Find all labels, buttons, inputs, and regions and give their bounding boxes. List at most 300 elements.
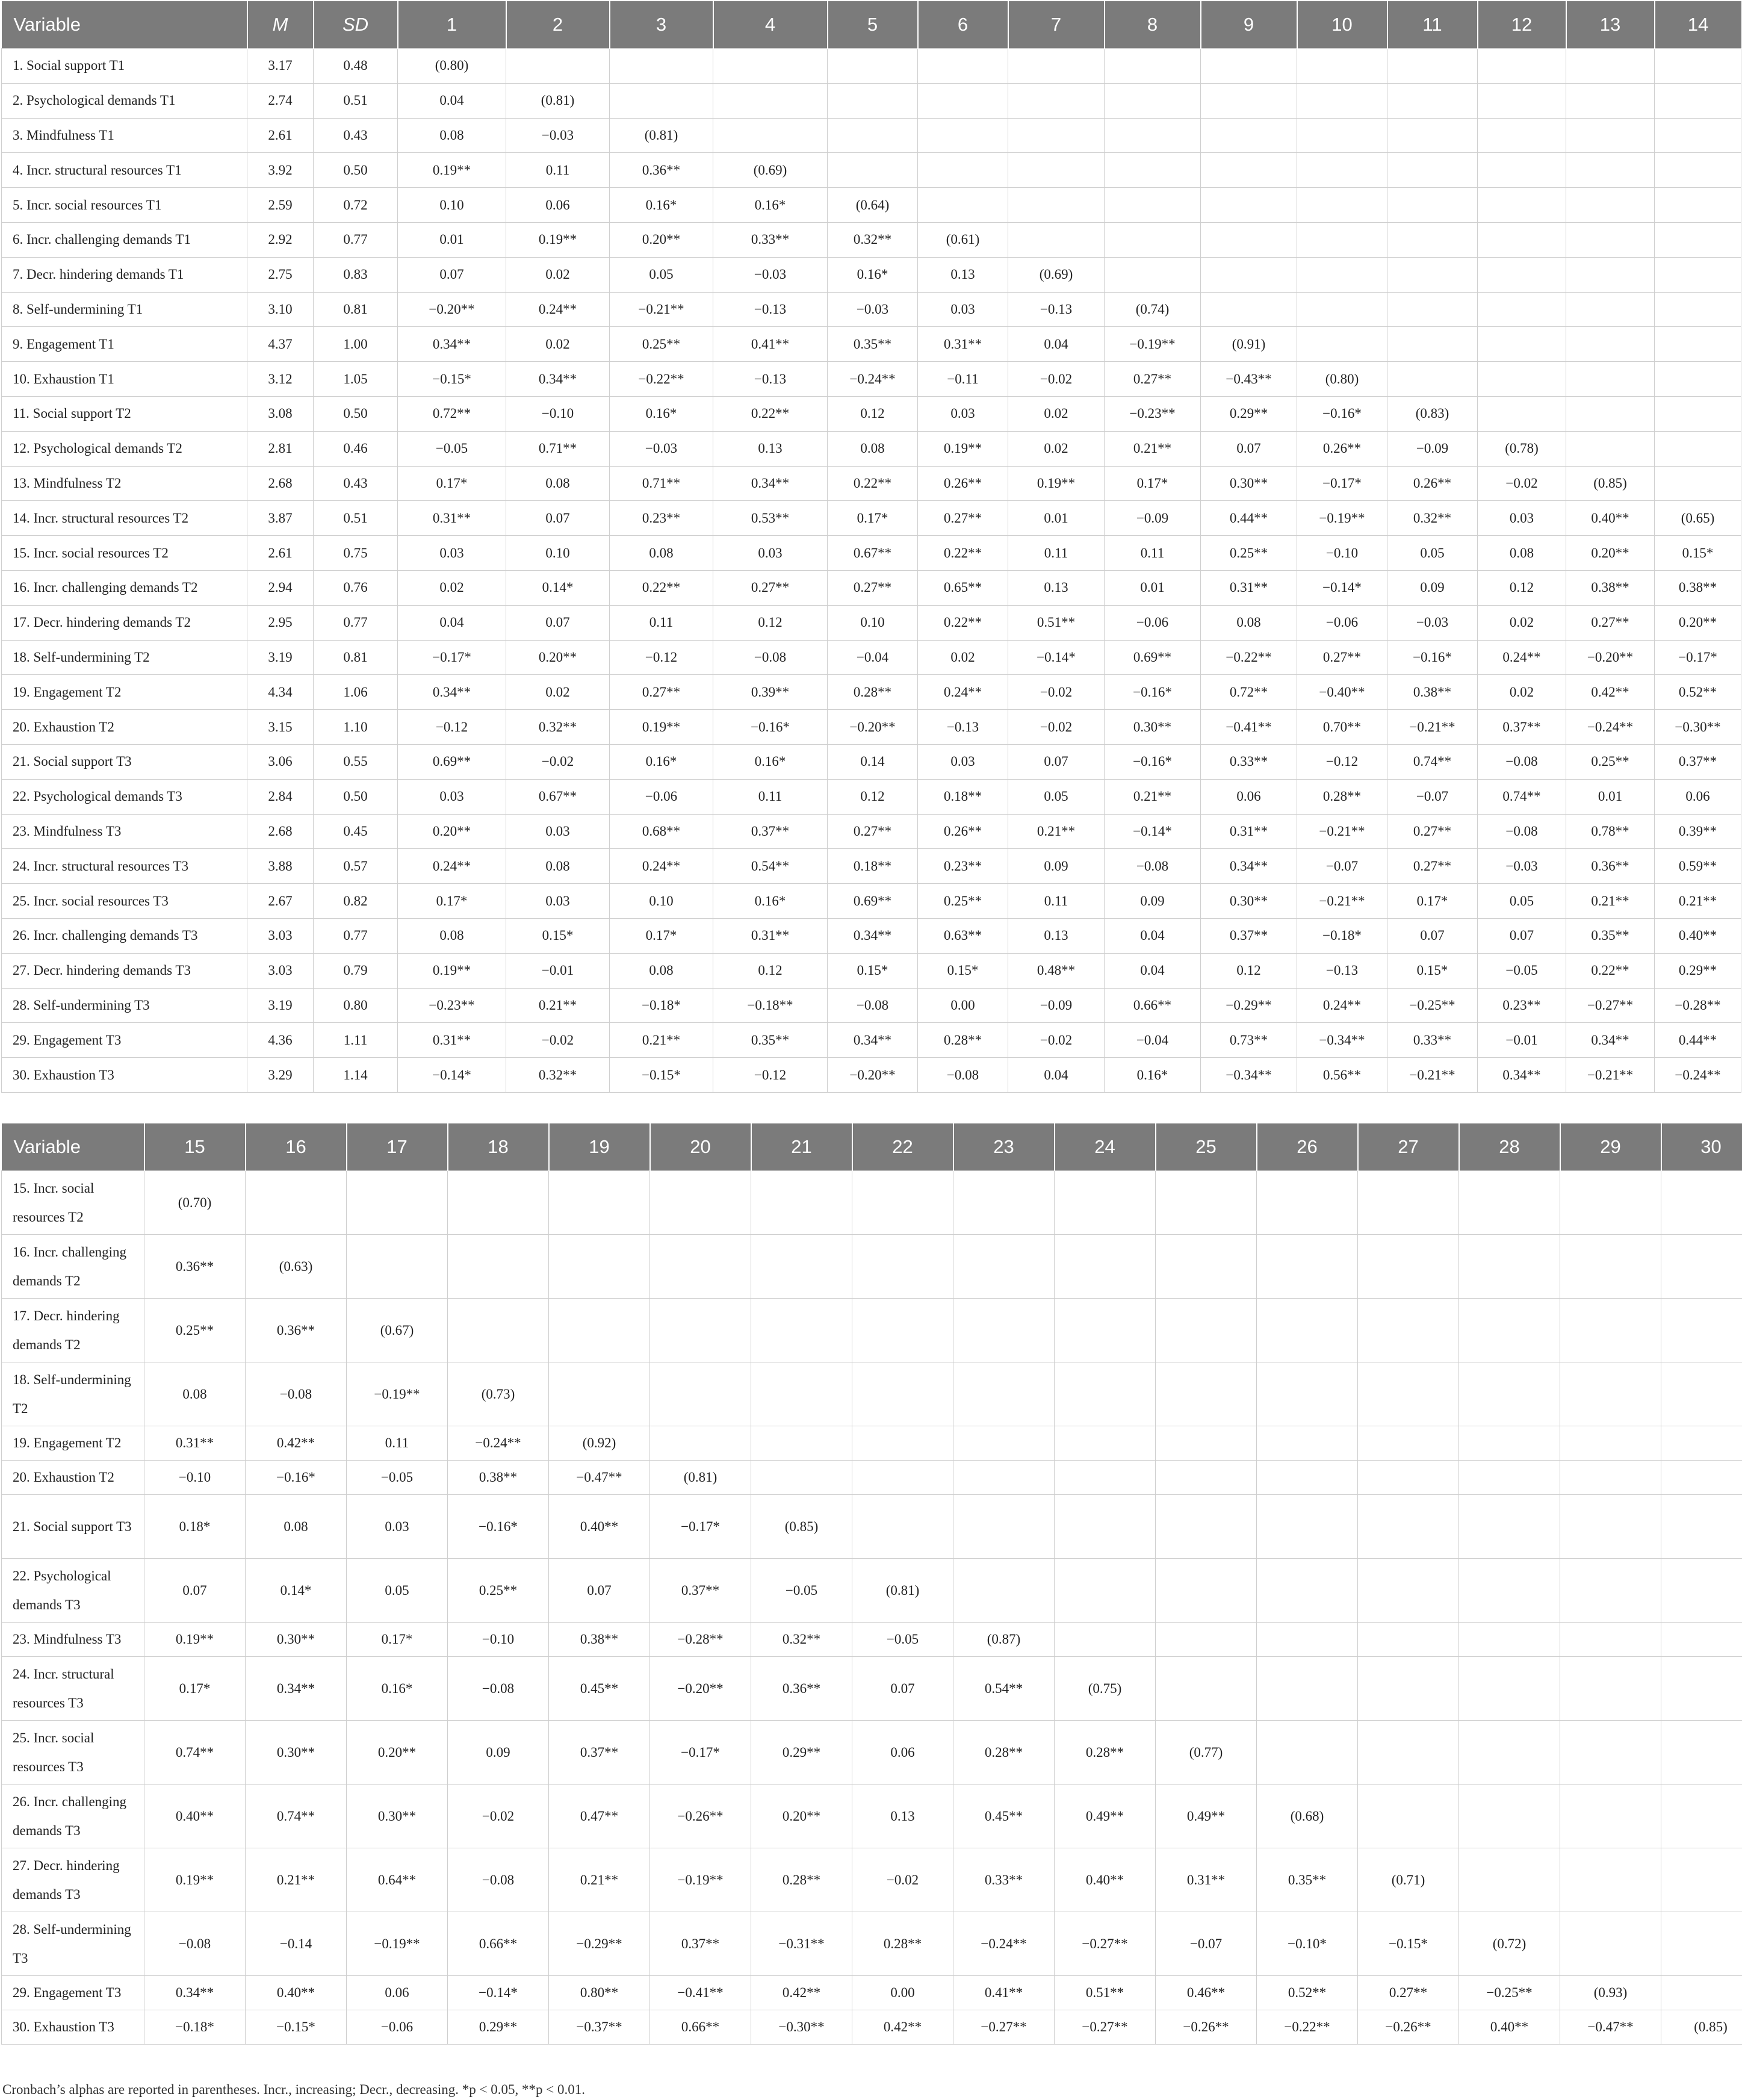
table-row xyxy=(2,362,1741,397)
table-cell: 0.10 xyxy=(828,605,918,640)
table-cell: 0.34** xyxy=(828,1023,918,1058)
column-header-m: M xyxy=(247,1,314,49)
table-cell xyxy=(506,49,610,84)
table-row xyxy=(2,257,1741,292)
table-cell: −0.02 xyxy=(1008,675,1105,710)
table-cell: 0.27** xyxy=(828,570,918,605)
table-cell: 0.33** xyxy=(953,1848,1055,1912)
table-cell: 3.15 xyxy=(247,710,314,745)
table-cell xyxy=(1055,1426,1156,1461)
table-cell xyxy=(1387,83,1478,118)
table-cell: 0.30** xyxy=(246,1623,347,1657)
table-cell: 3.29 xyxy=(247,1058,314,1093)
table-cell: 0.23** xyxy=(1478,988,1566,1023)
table-cell: −0.20** xyxy=(1566,640,1655,675)
table-cell: 0.02 xyxy=(1008,396,1105,431)
table-row xyxy=(2,953,1741,988)
table-cell: 0.04 xyxy=(1008,327,1105,362)
table-cell: −0.02 xyxy=(506,1023,610,1058)
variable-name-cell: 21. Social support T3 xyxy=(2,1495,144,1559)
table-row xyxy=(2,327,1741,362)
table-cell xyxy=(852,1362,953,1426)
column-header-27: 27 xyxy=(1358,1123,1459,1171)
table-cell xyxy=(1358,1559,1459,1623)
table-cell: −0.08 xyxy=(246,1362,347,1426)
table-cell: (0.69) xyxy=(713,153,828,188)
table-cell: −0.21** xyxy=(1566,1058,1655,1093)
table-cell: 0.35** xyxy=(1257,1848,1358,1912)
table-row xyxy=(2,118,1741,153)
table-cell xyxy=(1478,153,1566,188)
table-cell: (0.81) xyxy=(506,83,610,118)
variable-name-cell: 30. Exhaustion T3 xyxy=(2,2010,144,2045)
table-cell xyxy=(1459,1461,1560,1495)
table-cell: 0.54** xyxy=(713,849,828,884)
table-cell: 0.83 xyxy=(314,257,398,292)
table-cell: 0.79 xyxy=(314,953,398,988)
table-cell: 0.82 xyxy=(314,884,398,919)
table-row xyxy=(2,1426,1742,1461)
variable-name-cell: 19. Engagement T2 xyxy=(2,675,247,710)
table-cell xyxy=(1661,1785,1742,1848)
table-cell: 0.81 xyxy=(314,292,398,327)
table-cell xyxy=(1257,1362,1358,1426)
table-cell: 0.08 xyxy=(144,1362,246,1426)
table-cell: 0.27** xyxy=(1105,362,1201,397)
table-cell xyxy=(1655,118,1741,153)
table-header-row xyxy=(2,1,1741,49)
table-cell: 3.17 xyxy=(247,49,314,84)
table-cell: 0.02 xyxy=(918,640,1008,675)
table-cell xyxy=(1655,49,1741,84)
variable-name-cell: 18. Self-undermining T2 xyxy=(2,1362,144,1426)
column-header-28: 28 xyxy=(1459,1123,1560,1171)
table-cell xyxy=(751,1461,852,1495)
table-cell: 0.13 xyxy=(918,257,1008,292)
table-cell xyxy=(1358,1657,1459,1721)
table-cell: (0.72) xyxy=(1459,1912,1560,1976)
table-cell: 0.26** xyxy=(918,814,1008,849)
table-cell xyxy=(751,1299,852,1362)
table-cell: 1.00 xyxy=(314,327,398,362)
table-cell: 0.16* xyxy=(713,884,828,919)
table-cell: −0.06 xyxy=(1297,605,1387,640)
table-cell xyxy=(1478,257,1566,292)
table-cell: 0.30** xyxy=(347,1785,448,1848)
table-cell: 0.56** xyxy=(1297,1058,1387,1093)
table-cell: −0.06 xyxy=(1105,605,1201,640)
table-cell: 0.39** xyxy=(713,675,828,710)
table-cell: −0.10* xyxy=(1257,1912,1358,1976)
variable-name-cell: 18. Self-undermining T2 xyxy=(2,640,247,675)
table-cell: 1.05 xyxy=(314,362,398,397)
table-cell: 4.34 xyxy=(247,675,314,710)
table-cell: 0.25** xyxy=(1201,536,1297,571)
table-cell: −0.28** xyxy=(1655,988,1741,1023)
table-cell xyxy=(852,1235,953,1299)
table-cell: 0.16* xyxy=(610,188,713,223)
table-row xyxy=(2,1362,1742,1426)
table-cell: 0.12 xyxy=(1478,570,1566,605)
table-cell: −0.43** xyxy=(1201,362,1297,397)
table-cell: 0.51** xyxy=(1008,605,1105,640)
table-row xyxy=(2,1171,1742,1235)
table-cell: −0.29** xyxy=(549,1912,650,1976)
table-cell: 0.07 xyxy=(1008,744,1105,779)
table-cell: −0.21** xyxy=(1297,884,1387,919)
table-cell xyxy=(448,1235,549,1299)
table-cell: 0.17* xyxy=(1105,466,1201,501)
table-cell: 0.51 xyxy=(314,83,398,118)
table-cell: −0.05 xyxy=(398,431,506,466)
table-cell: −0.19** xyxy=(1297,501,1387,536)
table-cell: −0.05 xyxy=(347,1461,448,1495)
table-cell: −0.16* xyxy=(1387,640,1478,675)
table-cell: 0.05 xyxy=(347,1559,448,1623)
table-cell: −0.24** xyxy=(828,362,918,397)
table-cell: 0.06 xyxy=(1201,779,1297,814)
table-cell: 0.08 xyxy=(1201,605,1297,640)
table-cell: −0.10 xyxy=(448,1623,549,1657)
variable-name-cell: 30. Exhaustion T3 xyxy=(2,1058,247,1093)
table-cell: (0.92) xyxy=(549,1426,650,1461)
table-cell xyxy=(1478,362,1566,397)
table-row xyxy=(2,188,1741,223)
table-cell: 0.76 xyxy=(314,570,398,605)
table-cell: −0.23** xyxy=(1105,396,1201,431)
table-cell xyxy=(1387,188,1478,223)
table-cell: 0.21** xyxy=(549,1848,650,1912)
table-cell: −0.05 xyxy=(751,1559,852,1623)
table-row xyxy=(2,605,1741,640)
table-cell: −0.27** xyxy=(1055,2010,1156,2045)
table-cell: 4.36 xyxy=(247,1023,314,1058)
table-cell: −0.02 xyxy=(448,1785,549,1848)
table-cell: −0.15* xyxy=(1358,1912,1459,1976)
table-cell: −0.09 xyxy=(1008,988,1105,1023)
table-cell: −0.08 xyxy=(1105,849,1201,884)
table-cell xyxy=(1297,153,1387,188)
table-cell xyxy=(650,1171,751,1235)
table-cell: 0.03 xyxy=(918,292,1008,327)
table-cell: 0.35** xyxy=(1566,918,1655,953)
column-header-13: 13 xyxy=(1566,1,1655,49)
table-cell: −0.15* xyxy=(246,2010,347,2045)
table-cell: 0.36** xyxy=(610,153,713,188)
table-cell: 0.55 xyxy=(314,744,398,779)
table-cell xyxy=(650,1299,751,1362)
table-cell: 0.08 xyxy=(610,953,713,988)
table-cell xyxy=(1201,188,1297,223)
table-cell: −0.31** xyxy=(751,1912,852,1976)
table-cell: 0.08 xyxy=(398,118,506,153)
correlation-table-bottom xyxy=(1,1123,1742,2045)
table-cell xyxy=(953,1495,1055,1559)
column-header-sd: SD xyxy=(314,1,398,49)
variable-name-cell: 25. Incr. social resources T3 xyxy=(2,1721,144,1785)
table-cell: −0.16* xyxy=(246,1461,347,1495)
table-cell: 0.19** xyxy=(1008,466,1105,501)
table-cell: −0.15* xyxy=(610,1058,713,1093)
table-cell: 3.19 xyxy=(247,640,314,675)
table-cell xyxy=(1560,1235,1661,1299)
table-row xyxy=(2,779,1741,814)
table-cell: −0.07 xyxy=(1387,779,1478,814)
table-cell: 0.36** xyxy=(246,1299,347,1362)
table-cell: 0.09 xyxy=(448,1721,549,1785)
table-cell: 0.17* xyxy=(398,884,506,919)
table-cell: (0.64) xyxy=(828,188,918,223)
table-row xyxy=(2,884,1741,919)
table-cell: 0.24** xyxy=(1297,988,1387,1023)
table-cell xyxy=(1156,1299,1257,1362)
table-cell: 2.68 xyxy=(247,814,314,849)
table-cell xyxy=(953,1235,1055,1299)
table-cell: 2.61 xyxy=(247,118,314,153)
table-cell: 0.57 xyxy=(314,849,398,884)
table-cell xyxy=(1156,1559,1257,1623)
table-cell: 0.37** xyxy=(1201,918,1297,953)
variable-name-cell: 20. Exhaustion T2 xyxy=(2,1461,144,1495)
table-cell xyxy=(918,188,1008,223)
table-cell: 0.21** xyxy=(1105,779,1201,814)
variable-name-cell: 1. Social support T1 xyxy=(2,49,247,84)
table-cell: 0.33** xyxy=(713,222,828,257)
table-cell xyxy=(1655,188,1741,223)
table-cell xyxy=(1459,1721,1560,1785)
table-cell: 0.04 xyxy=(398,83,506,118)
table-cell: 0.37** xyxy=(650,1559,751,1623)
table-cell: −0.16* xyxy=(1105,675,1201,710)
table-cell: 0.81 xyxy=(314,640,398,675)
table-cell: 0.71** xyxy=(506,431,610,466)
table-cell: 0.46 xyxy=(314,431,398,466)
table-cell xyxy=(1566,222,1655,257)
table-cell: 0.21** xyxy=(1105,431,1201,466)
table-cell: −0.03 xyxy=(713,257,828,292)
table-cell xyxy=(1560,1495,1661,1559)
table-cell: −0.24** xyxy=(448,1426,549,1461)
table-cell xyxy=(1008,222,1105,257)
table-cell: 0.32** xyxy=(828,222,918,257)
table-cell xyxy=(1297,222,1387,257)
table-cell: 0.54** xyxy=(953,1657,1055,1721)
table-cell xyxy=(1156,1171,1257,1235)
table-cell: 0.07 xyxy=(1201,431,1297,466)
table-cell xyxy=(549,1299,650,1362)
table-cell xyxy=(1387,222,1478,257)
table-cell: 0.27** xyxy=(713,570,828,605)
table-row xyxy=(2,1623,1742,1657)
table-cell: 0.48 xyxy=(314,49,398,84)
table-cell xyxy=(1387,257,1478,292)
table-cell: 0.16* xyxy=(610,744,713,779)
table-cell: −0.06 xyxy=(610,779,713,814)
table-cell xyxy=(713,118,828,153)
table-cell: 0.16* xyxy=(713,744,828,779)
table-cell: 0.28** xyxy=(751,1848,852,1912)
variable-name-cell: 8. Self-undermining T1 xyxy=(2,292,247,327)
table-cell: 0.22** xyxy=(918,536,1008,571)
table-cell xyxy=(1201,257,1297,292)
table-cell xyxy=(1661,1976,1742,2010)
table-cell: 0.07 xyxy=(506,501,610,536)
table-cell xyxy=(1297,257,1387,292)
table-cell: −0.04 xyxy=(828,640,918,675)
table-cell: 0.06 xyxy=(852,1721,953,1785)
table-row xyxy=(2,1848,1742,1912)
table-cell: −0.19** xyxy=(650,1848,751,1912)
column-header-7: 7 xyxy=(1008,1,1105,49)
table-row xyxy=(2,2010,1742,2045)
table-cell: (0.91) xyxy=(1201,327,1297,362)
table-cell: 0.11 xyxy=(1008,536,1105,571)
table-cell: 0.63** xyxy=(918,918,1008,953)
table-row xyxy=(2,1461,1742,1495)
table-cell xyxy=(1358,1171,1459,1235)
table-cell: 3.03 xyxy=(247,953,314,988)
table-cell: −0.02 xyxy=(506,744,610,779)
table-cell xyxy=(1459,1559,1560,1623)
table-cell xyxy=(751,1362,852,1426)
table-cell xyxy=(1459,1495,1560,1559)
table-cell xyxy=(650,1362,751,1426)
table-cell: −0.08 xyxy=(448,1657,549,1721)
table-cell: 0.73** xyxy=(1201,1023,1297,1058)
table-cell: 0.34** xyxy=(398,327,506,362)
column-header-30: 30 xyxy=(1661,1123,1742,1171)
table-cell: 0.34** xyxy=(246,1657,347,1721)
column-header-3: 3 xyxy=(610,1,713,49)
table-cell xyxy=(1560,1362,1661,1426)
variable-name-cell: 2. Psychological demands T1 xyxy=(2,83,247,118)
variable-name-cell: 29. Engagement T3 xyxy=(2,1023,247,1058)
table-cell xyxy=(1257,1235,1358,1299)
table-cell: 0.38** xyxy=(1655,570,1741,605)
table-cell xyxy=(1257,1299,1358,1362)
table-cell: 0.30** xyxy=(246,1721,347,1785)
table-cell xyxy=(1655,153,1741,188)
table-cell xyxy=(1257,1721,1358,1785)
table-cell: (0.78) xyxy=(1478,431,1566,466)
table-cell: −0.21** xyxy=(1387,1058,1478,1093)
table-cell xyxy=(1566,327,1655,362)
variable-name-cell: 26. Incr. challenging demands T3 xyxy=(2,918,247,953)
table-cell: 0.32** xyxy=(506,1058,610,1093)
table-cell: 0.02 xyxy=(1478,675,1566,710)
table-cell xyxy=(1661,1559,1742,1623)
table-cell: 0.12 xyxy=(828,396,918,431)
table-cell: 0.48** xyxy=(1008,953,1105,988)
table-cell: (0.65) xyxy=(1655,501,1741,536)
variable-name-cell: 22. Psychological demands T3 xyxy=(2,779,247,814)
table-cell: 0.01 xyxy=(1566,779,1655,814)
table-cell xyxy=(1560,1912,1661,1976)
table-cell: 0.65** xyxy=(918,570,1008,605)
table-cell xyxy=(1478,188,1566,223)
table-cell xyxy=(1201,83,1297,118)
table-cell xyxy=(1257,1171,1358,1235)
table-cell: 0.34** xyxy=(713,466,828,501)
table-cell xyxy=(1560,1559,1661,1623)
table-cell xyxy=(448,1171,549,1235)
table-row xyxy=(2,153,1741,188)
variable-name-cell: 21. Social support T3 xyxy=(2,744,247,779)
table-cell xyxy=(1560,1461,1661,1495)
table-cell: 0.14* xyxy=(246,1559,347,1623)
table-cell: 3.92 xyxy=(247,153,314,188)
table-cell: 0.30** xyxy=(1201,884,1297,919)
column-header-14: 14 xyxy=(1655,1,1741,49)
table-cell: 0.37** xyxy=(713,814,828,849)
table-cell: 0.74** xyxy=(1387,744,1478,779)
table-cell: 0.34** xyxy=(1566,1023,1655,1058)
table-row xyxy=(2,222,1741,257)
table-cell xyxy=(1655,466,1741,501)
table-cell: 0.68** xyxy=(610,814,713,849)
table-cell: 0.51** xyxy=(1055,1976,1156,2010)
variable-name-cell: 27. Decr. hindering demands T3 xyxy=(2,1848,144,1912)
table-row xyxy=(2,1912,1742,1976)
table-cell: 0.08 xyxy=(506,466,610,501)
table-cell: −0.08 xyxy=(713,640,828,675)
table-cell: 1.06 xyxy=(314,675,398,710)
table-cell xyxy=(1257,1426,1358,1461)
table-cell xyxy=(1008,153,1105,188)
variable-name-cell: 17. Decr. hindering demands T2 xyxy=(2,605,247,640)
table-cell: 0.71** xyxy=(610,466,713,501)
table-cell: 0.03 xyxy=(398,536,506,571)
table-cell xyxy=(1655,222,1741,257)
table-cell: 0.40** xyxy=(1566,501,1655,536)
table-cell: 0.03 xyxy=(398,779,506,814)
column-header-16: 16 xyxy=(246,1123,347,1171)
table-cell: 0.03 xyxy=(1478,501,1566,536)
table-cell: 0.17* xyxy=(347,1623,448,1657)
table-cell xyxy=(1297,83,1387,118)
column-header-17: 17 xyxy=(347,1123,448,1171)
table-cell: −0.40** xyxy=(1297,675,1387,710)
table-cell: 0.32** xyxy=(506,710,610,745)
variable-name-cell: 9. Engagement T1 xyxy=(2,327,247,362)
table-cell: 0.22** xyxy=(918,605,1008,640)
table-cell: 2.75 xyxy=(247,257,314,292)
table-cell xyxy=(953,1461,1055,1495)
table-cell xyxy=(549,1362,650,1426)
table-cell: −0.18* xyxy=(144,2010,246,2045)
table-cell xyxy=(1358,1623,1459,1657)
table-cell: 0.21** xyxy=(610,1023,713,1058)
table-cell: 0.40** xyxy=(1055,1848,1156,1912)
variable-name-cell: 10. Exhaustion T1 xyxy=(2,362,247,397)
table-cell xyxy=(1478,292,1566,327)
table-cell: −0.14 xyxy=(246,1912,347,1976)
column-header-variable: Variable xyxy=(2,1123,144,1171)
table-cell xyxy=(852,1495,953,1559)
table-cell: (0.83) xyxy=(1387,396,1478,431)
table-cell xyxy=(448,1299,549,1362)
table-row xyxy=(2,570,1741,605)
variable-name-cell: 24. Incr. structural resources T3 xyxy=(2,849,247,884)
table-cell xyxy=(1661,1848,1742,1912)
table-cell: −0.20** xyxy=(828,1058,918,1093)
table-cell: 0.27** xyxy=(828,814,918,849)
column-header-8: 8 xyxy=(1105,1,1201,49)
table-cell: 0.69** xyxy=(398,744,506,779)
table-cell: 0.36** xyxy=(751,1657,852,1721)
table-cell xyxy=(1560,1721,1661,1785)
table-cell: 0.19** xyxy=(918,431,1008,466)
